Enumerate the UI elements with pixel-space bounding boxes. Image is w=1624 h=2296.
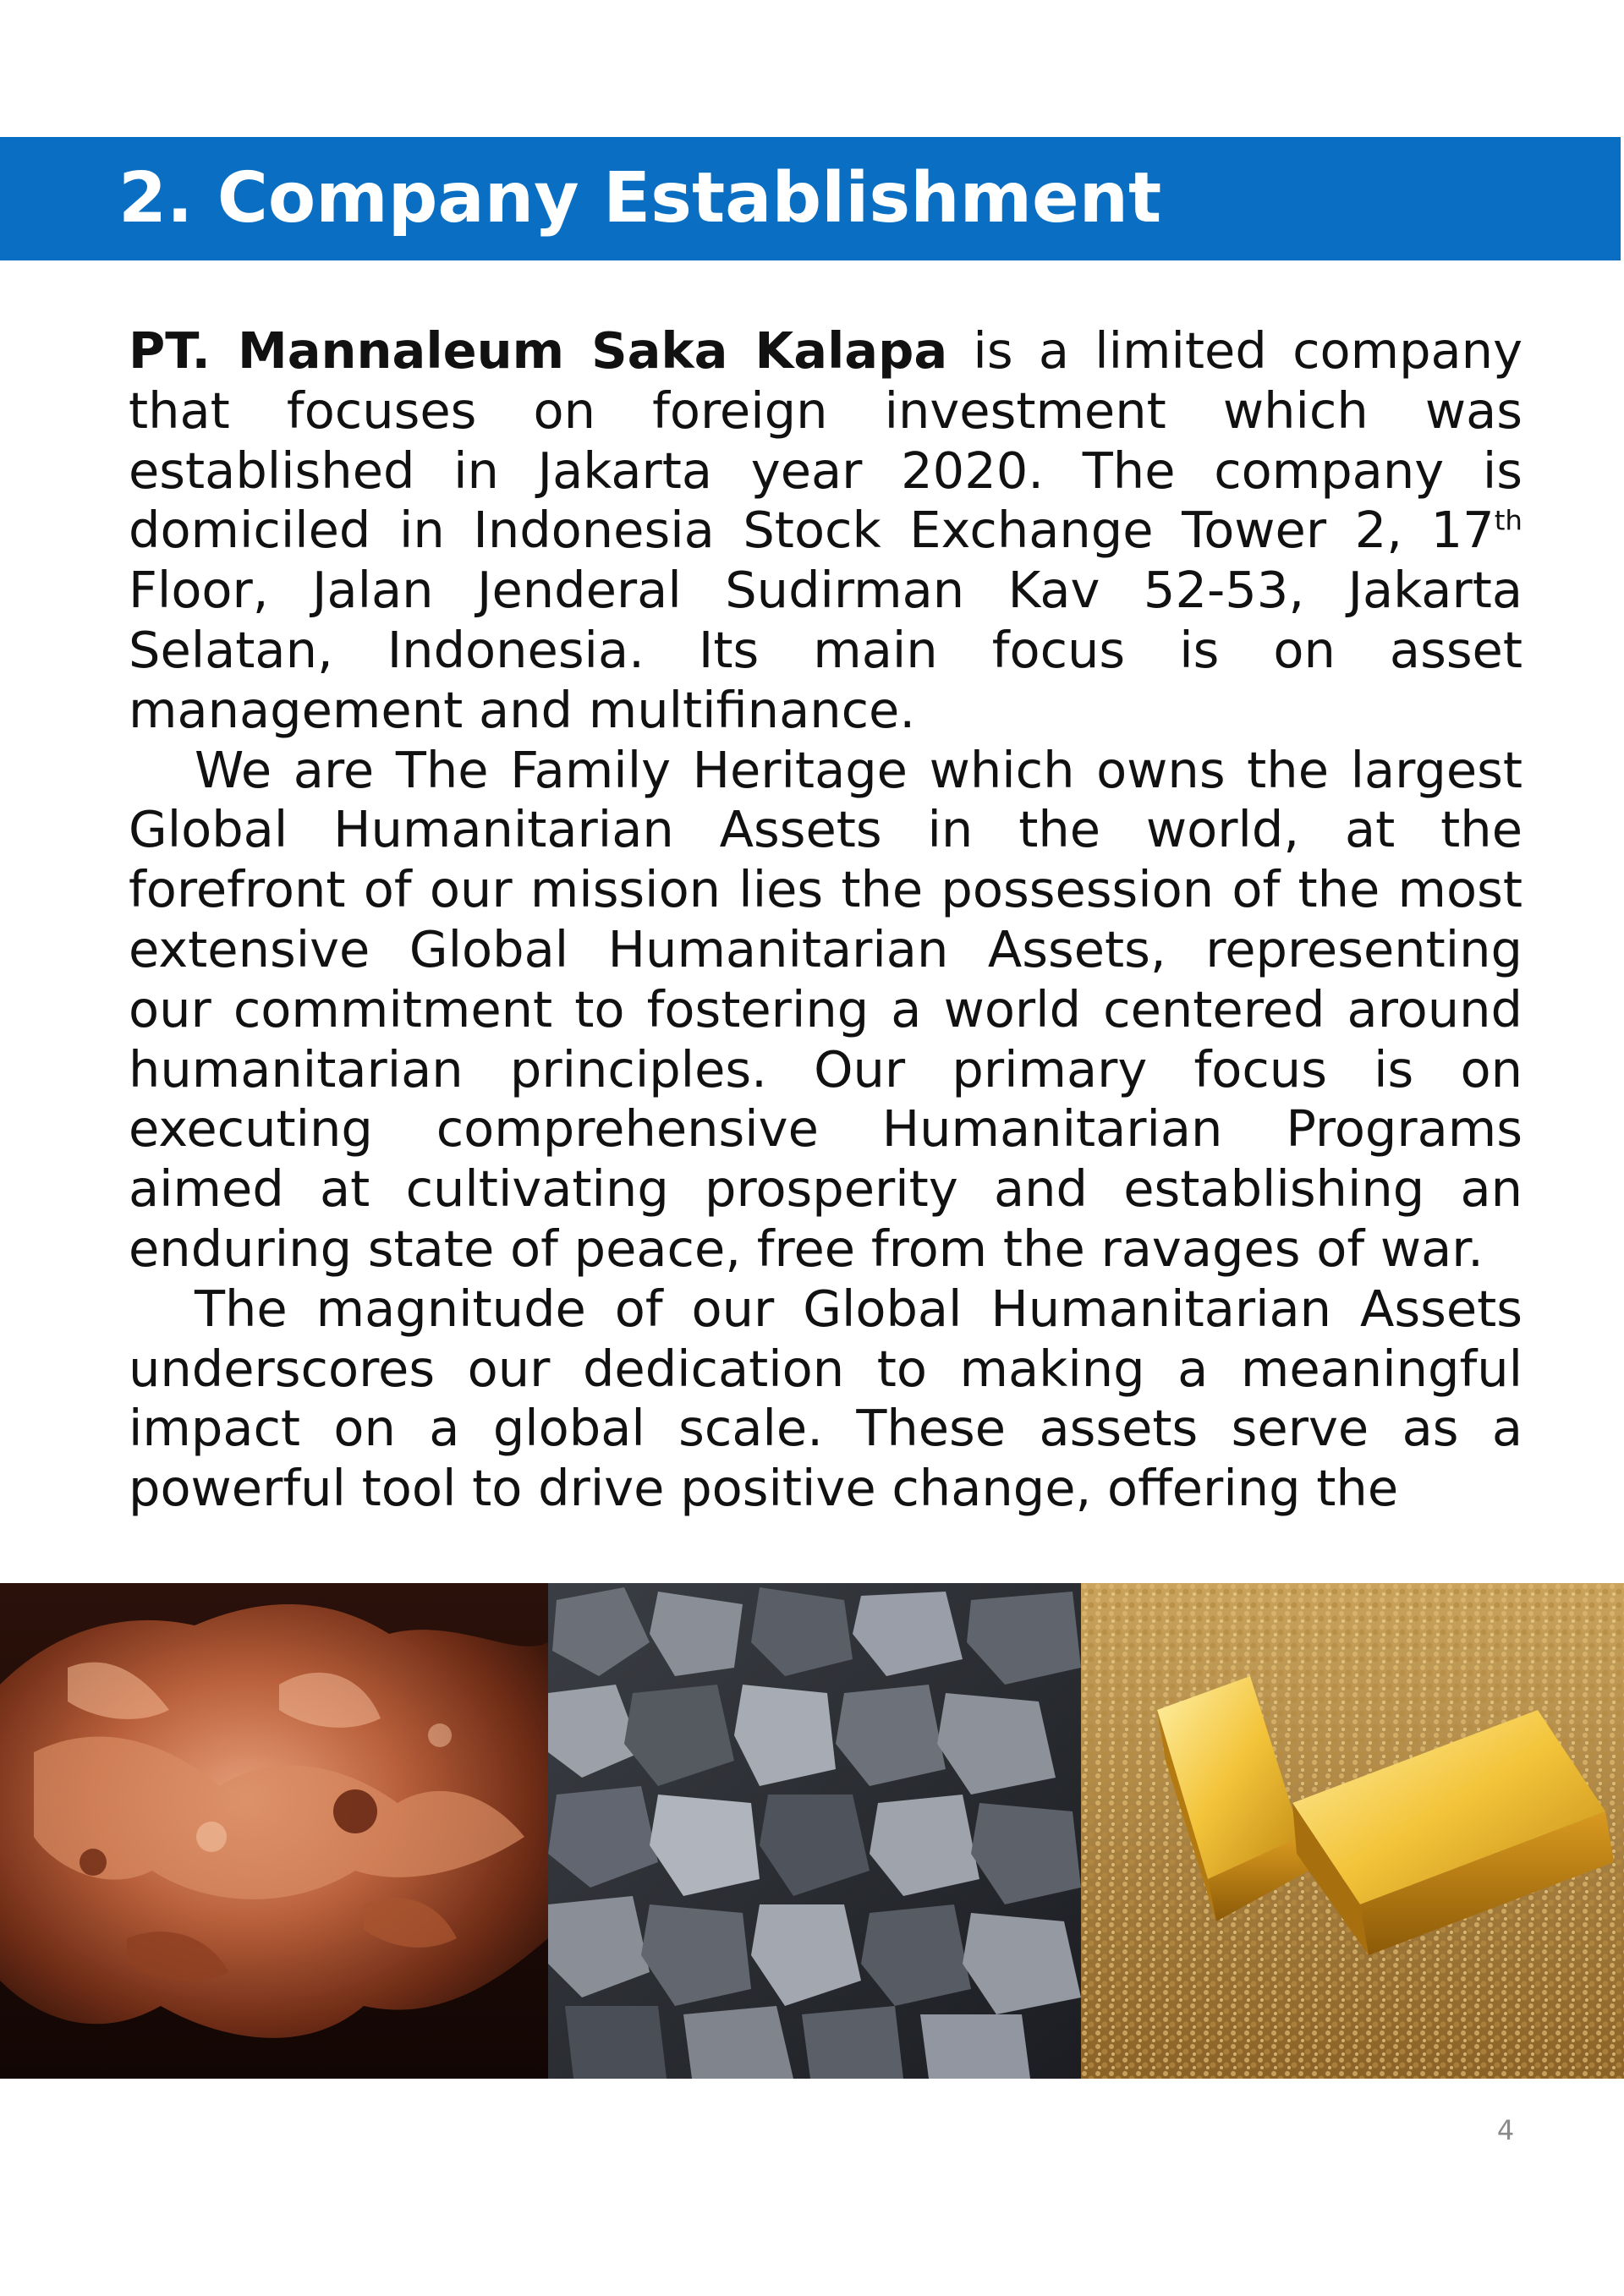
paragraph-1-text-b: Floor, Jalan Jenderal Sudirman Kav 52-53, Jakarta Selatan, Indonesia. Its main focus is on asset management and multifinance. <box>129 561 1522 739</box>
paragraph-1 <box>129 321 1522 741</box>
section-header-band <box>0 137 1621 260</box>
copper-ore-photo <box>0 1583 548 2079</box>
paragraph-2: We are The Family Heritage which owns the largest Global Humanitarian Assets in the world, at the forefront of our mission lies the possession of the most extensive Global Humanitarian Assets, representing our commitment to fostering a world centered around humanitarian principles. Our primary focus is on executing comprehensive Humanitarian Programs aimed at cultivating prosperity and establishing an enduring state of peace, free from the ravages of war. <box>129 740 1522 1278</box>
body-text <box>129 321 1522 1519</box>
ordinal-superscript: th <box>1494 504 1522 537</box>
page-number: 4 <box>1496 2114 1515 2146</box>
company-name: PT. Mannaleum Saka Kalapa <box>129 321 948 380</box>
paragraph-3: The magnitude of our Global Humanitarian Assets underscores our dedication to making a meaningful impact on a global scale. These assets serve as a powerful tool to drive positive change, offering the <box>129 1279 1522 1518</box>
paragraph-1-text-a: is a limited company that focuses on foreign investment which was established in Jakarta year 2020. The company is domiciled in Indonesia Stock Exchange Tower 2, 17 <box>129 321 1522 560</box>
section-title: 2. Company Establishment <box>118 158 1162 238</box>
gold-bars-photo <box>1081 1583 1624 2079</box>
iron-ore-photo <box>548 1583 1081 2079</box>
minerals-image-strip <box>0 1583 1624 2079</box>
